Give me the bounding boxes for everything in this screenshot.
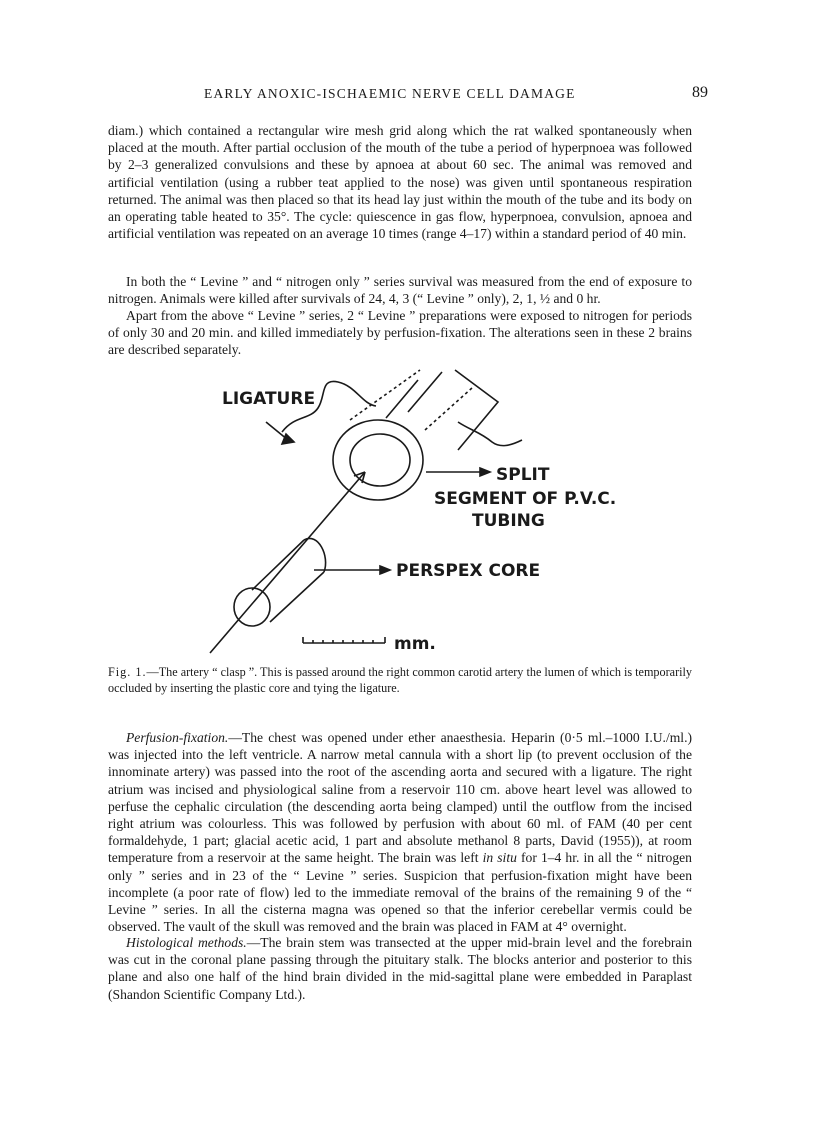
label-split-line2: SEGMENT OF P.V.C. [434,489,617,509]
clasp-diagram [200,360,617,660]
heading-histological-methods: Histological methods. [126,935,247,950]
label-ligature: LIGATURE [222,389,316,409]
paragraph-levine-preparations: Apart from the above “ Levine ” series, 2 “ Levine ” preparations were exposed to nitrogen for periods of only 30 and 20 min. and killed immediately by perfusion-fixation. The alterations seen in these 2 brains are described separately. [108,308,692,358]
running-title: EARLY ANOXIC-ISCHAEMIC NERVE CELL DAMAGE [204,86,576,101]
core-far-end [304,538,326,572]
label-split-line1: SPLIT [496,465,550,485]
caption-text: —The artery “ clasp ”. This is passed around the right common carotid artery the lumen of which is temporarily occluded by inserting the plastic core and tying the ligature. [108,665,693,695]
label-perspex-core: PERSPEX CORE [396,561,541,581]
tubing-outer-upper [455,370,498,450]
label-split-line3: TUBING [472,511,545,531]
perfusion-text-part2: for 1–4 hr. in all the “ nitrogen only ” series and in 23 of the “ Levine ” series. Suspicion that perfusion-fixation might have been incomplete (a poor rate of flow) led to the immediate removal of the brains of the remaining 9 of the “ Levine ” series. In all the cisterna magna was opened so that the inferior cerebellar vermis could be observed. The vault of the skull was removed and the brain was placed in FAM at 4° overnight. [108,850,692,935]
caption-label: Fig. 1. [108,665,147,679]
core-near-end [234,588,270,626]
paragraph-method-continued: diam.) which contained a rectangular wire mesh grid along which the rat walked spontaneously when placed at the mouth. After partial occlusion of the mouth of the tube a period of hyperpnoea was followed by 2–3 generalized convulsions and these by apnoea at about 60 sec. The animal was removed and artificial ventilation (using a rubber teat applied to the nose) was given until spontaneous respiration returned. The animal was then placed so that its head lay just within the mouth of the tube and its body on an operating table heated to 35°. The cycle: quiescence in gas flow, hyperpnoea, convulsion, apnoea and artificial ventilation was repeated on an average 10 times (range 4–17) within a standard period of 40 min. [108,123,692,242]
core-axis-line [210,472,365,653]
perfusion-text-part1: —The chest was opened under ether anaesthesia. Heparin (0·5 ml.–1000 I.U./ml.) was injected into the left ventricle. A narrow metal cannula with a short lip (to prevent occlusion of the innominate artery) was passed into the root of the ascending aorta and secured with a ligature. The right atrium was incised and physiological saline from a reservoir 110 cm. above heart level was allowed to perfuse the cephalic circulation (the descending aorta being clamped) until the outflow from the incised right atrium was colourless. This was followed by perfusion with about 60 ml. of FAM (40 per cent formaldehyde, 1 part; glacial acetic acid, 1 part and absolute methanol 8 parts, David (1955)), at room temperature from a reservoir at the same height. The brain was left [108,730,692,866]
core-body-lines [252,540,324,622]
paragraph-perfusion-fixation [108,729,692,935]
scale-bar-ticks [303,637,385,643]
paragraph-survival: In both the “ Levine ” and “ nitrogen only ” series survival was measured from the end of exposure to nitrogen. Animals were killed after survivals of 24, 4, 3 (“ Levine ” only), 2, 1, ½ and 0 hr. [108,274,692,307]
tubing-slit-edges [386,372,442,418]
heading-perfusion-fixation: Perfusion-fixation. [126,730,229,745]
ligature-arrowhead [282,434,294,444]
ligature-string-right [458,422,522,446]
figure-artery-clasp [200,360,617,660]
figure-caption [108,665,692,696]
running-header [108,84,708,106]
paragraph-histological-methods [108,934,692,1003]
split-arrowhead [480,468,490,476]
core-arrowhead [380,566,390,574]
histology-text: —The brain stem was transected at the upper mid-brain level and the forebrain was cut in the coronal plane passing through the pituitary stalk. The blocks anterior and posterior to this plane and also one half of the hind brain divided in the mid-sagittal plane were embedded in Paraplast (Shandon Scientific Company Ltd.). [108,935,692,1002]
page-number: 89 [692,84,708,101]
term-in-situ: in situ [482,850,517,866]
label-scale-unit: mm. [394,634,436,654]
